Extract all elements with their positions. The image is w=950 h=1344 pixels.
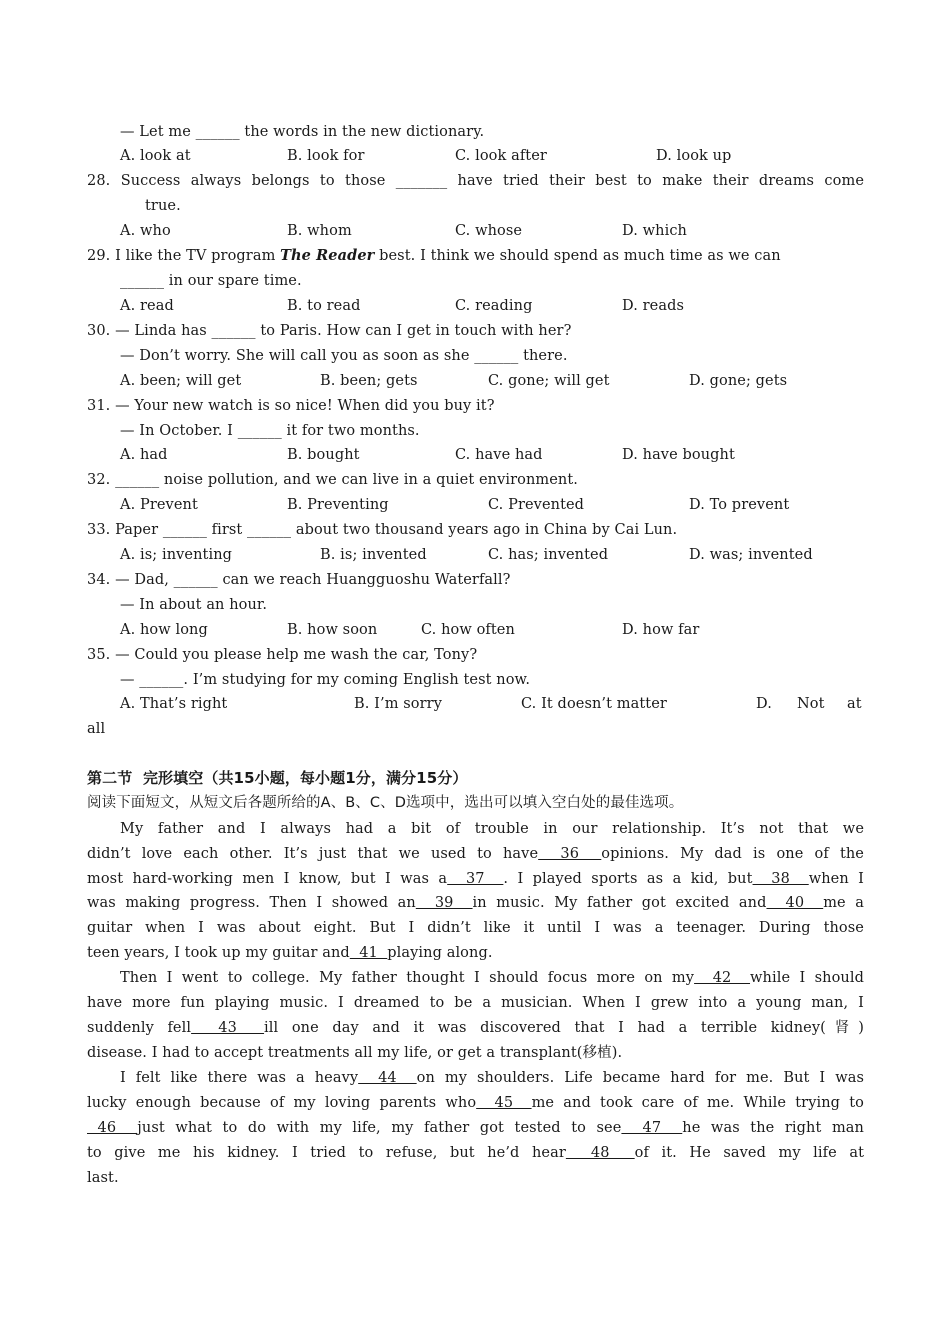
q27-option-b: B. look for [287, 148, 365, 164]
q32-option-a: A. Prevent [120, 497, 198, 513]
section-heading: 第二节 完形填空（共15小题，每小题1分，满分15分） [87, 769, 468, 787]
cloze-blank: 45 [476, 1095, 532, 1111]
q30-option-a: A. been; will get [120, 373, 242, 389]
q27-line: — Let me ______ the words in the new dictionary. [120, 124, 485, 140]
passage-p1-line-1: My father and I always had a bit of trouble in our relationship. It’s not that we [120, 821, 864, 837]
q34-option-a: A. how long [120, 622, 208, 638]
q35-option-a: A. That’s right [120, 696, 228, 712]
q27-option-c: C. look after [455, 148, 547, 164]
q29-text-a: 29. I like the TV program [87, 248, 281, 264]
cloze-blank: 38 [752, 871, 809, 887]
q34-option-d: D. how far [622, 622, 700, 638]
cloze-blank: 41 [349, 945, 388, 961]
passage-p3-line-4: to give me his kidney. I tried to refuse, but he’d hear 48 of it. He saved my life at [87, 1145, 865, 1161]
passage-p2-line-3: suddenly fell 43 ill one day and it was discovered that I had a terrible kidney(肾) [87, 1020, 864, 1036]
q32-option-d: D. To prevent [689, 497, 790, 513]
cloze-blank: 43 [191, 1020, 265, 1036]
q28-line: 28. Success always belongs to those _______ have tried their best to make their dreams come [87, 173, 864, 189]
q29-option-d: D. reads [622, 298, 685, 314]
q35-line: 35. — Could you please help me wash the car, Tony? [87, 647, 478, 663]
q29-text-b: best. I think we should spend as much time as we can [374, 248, 781, 264]
cloze-blank: 39 [415, 895, 473, 911]
q28-option-a: A. who [120, 223, 171, 239]
q29-option-b: B. to read [287, 298, 361, 314]
cloze-blank: 37 [447, 871, 504, 887]
q27-option-d: D. look up [656, 148, 732, 164]
q30-option-c: C. gone; will get [488, 373, 610, 389]
q31-line: 31. — Your new watch is so nice! When did you buy it? [87, 398, 495, 414]
passage-p1-line-4: was making progress. Then I showed an 39 in music. My father got excited and 40 me a [87, 895, 864, 911]
q35-option-c: C. It doesn’t matter [521, 696, 667, 712]
passage-p2-line-2: have more fun playing music. I dreamed to be a musician. When I grew into a young man, I [87, 995, 864, 1011]
section-instruction: 阅读下面短文，从短文后各题所给的A、B、C、D选项中，选出可以填入空白处的最佳选项。 [87, 795, 684, 811]
q28-option-b: B. whom [287, 223, 352, 239]
passage-p1-line-2: didn’t love each other. It’s just that we used to have 36 opinions. My dad is one of the [87, 846, 864, 862]
q35-option-d-word-1: Not [797, 696, 825, 712]
passage-p3-line-2: lucky enough because of my loving parents who 45 me and took care of me. While trying to [87, 1095, 864, 1111]
cloze-blank: 44 [358, 1070, 417, 1086]
q31-option-a: A. had [120, 447, 168, 463]
passage-p1-line-6: teen years, I took up my guitar and 41 playing along. [87, 945, 493, 961]
passage-p2-line-1: Then I went to college. My father thought I should focus more on my 42 while I should [120, 970, 864, 986]
cloze-blank: 47 [621, 1120, 683, 1136]
q33-option-c: C. has; invented [488, 547, 609, 563]
q29-line-wrap: ______ in our spare time. [120, 273, 302, 289]
q28-line-wrap: true. [145, 198, 181, 214]
q32-line: 32. ______ noise pollution, and we can live in a quiet environment. [87, 472, 579, 488]
cloze-blank: 46 [87, 1120, 138, 1136]
q27-option-a: A. look at [120, 148, 191, 164]
q29-option-c: C. reading [455, 298, 533, 314]
q35-option-d-word-2: at [847, 696, 862, 712]
cloze-blank: 42 [694, 970, 751, 986]
q32-option-b: B. Preventing [287, 497, 389, 513]
q30-line: 30. — Linda has ______ to Paris. How can I get in touch with her? [87, 323, 572, 339]
q35-option-d-letter: D. [756, 696, 772, 712]
passage-p3-line-3: 46 just what to do with my life, my father got tested to see 47 he was the right man [87, 1120, 864, 1136]
q30-option-b: B. been; gets [320, 373, 418, 389]
passage-p1-line-3: most hard-working men I know, but I was a 37 . I played sports as a kid, but 38 when I [87, 871, 865, 887]
q31-option-b: B. bought [287, 447, 360, 463]
passage-p3-line-5: last. [87, 1170, 119, 1186]
q29-program-title: The Reader [280, 247, 375, 264]
q35-line-2: — ______. I’m studying for my coming English test now. [120, 672, 531, 688]
q35-option-b: B. I’m sorry [354, 696, 442, 712]
q34-line-2: — In about an hour. [120, 597, 268, 613]
passage-p2-line-4: disease. I had to accept treatments all my life, or get a transplant(移植). [87, 1045, 623, 1061]
q33-option-b: B. is; invented [320, 547, 427, 563]
q33-option-a: A. is; inventing [120, 547, 233, 563]
q33-line: 33. Paper ______ first ______ about two thousand years ago in China by Cai Lun. [87, 522, 678, 538]
q32-option-c: C. Prevented [488, 497, 585, 513]
q30-line-2: — Don’t worry. She will call you as soon as she ______ there. [120, 348, 568, 364]
cloze-blank: 36 [538, 846, 602, 862]
q28-option-c: C. whose [455, 223, 523, 239]
cloze-blank: 48 [565, 1145, 635, 1161]
q30-option-d: D. gone; gets [689, 373, 788, 389]
q33-option-d: D. was; invented [689, 547, 813, 563]
passage-p1-line-5: guitar when I was about eight. But I didn’t like it until I was a teenager. During those [87, 920, 864, 936]
q34-option-b: B. how soon [287, 622, 378, 638]
q29-option-a: A. read [120, 298, 174, 314]
q28-option-d: D. which [622, 223, 687, 239]
q34-line: 34. — Dad, ______ can we reach Huangguoshu Waterfall? [87, 572, 511, 588]
passage-p3-line-1: I felt like there was a heavy 44 on my shoulders. Life became hard for me. But I was [120, 1070, 864, 1086]
cloze-blank: 40 [766, 895, 824, 911]
q34-option-c: C. how often [421, 622, 515, 638]
q29-line [87, 246, 864, 266]
q31-option-c: C. have had [455, 447, 543, 463]
q31-option-d: D. have bought [622, 447, 735, 463]
q35-option-d-wrap: all [87, 721, 106, 737]
q31-line-2: — In October. I ______ it for two months. [120, 423, 420, 439]
